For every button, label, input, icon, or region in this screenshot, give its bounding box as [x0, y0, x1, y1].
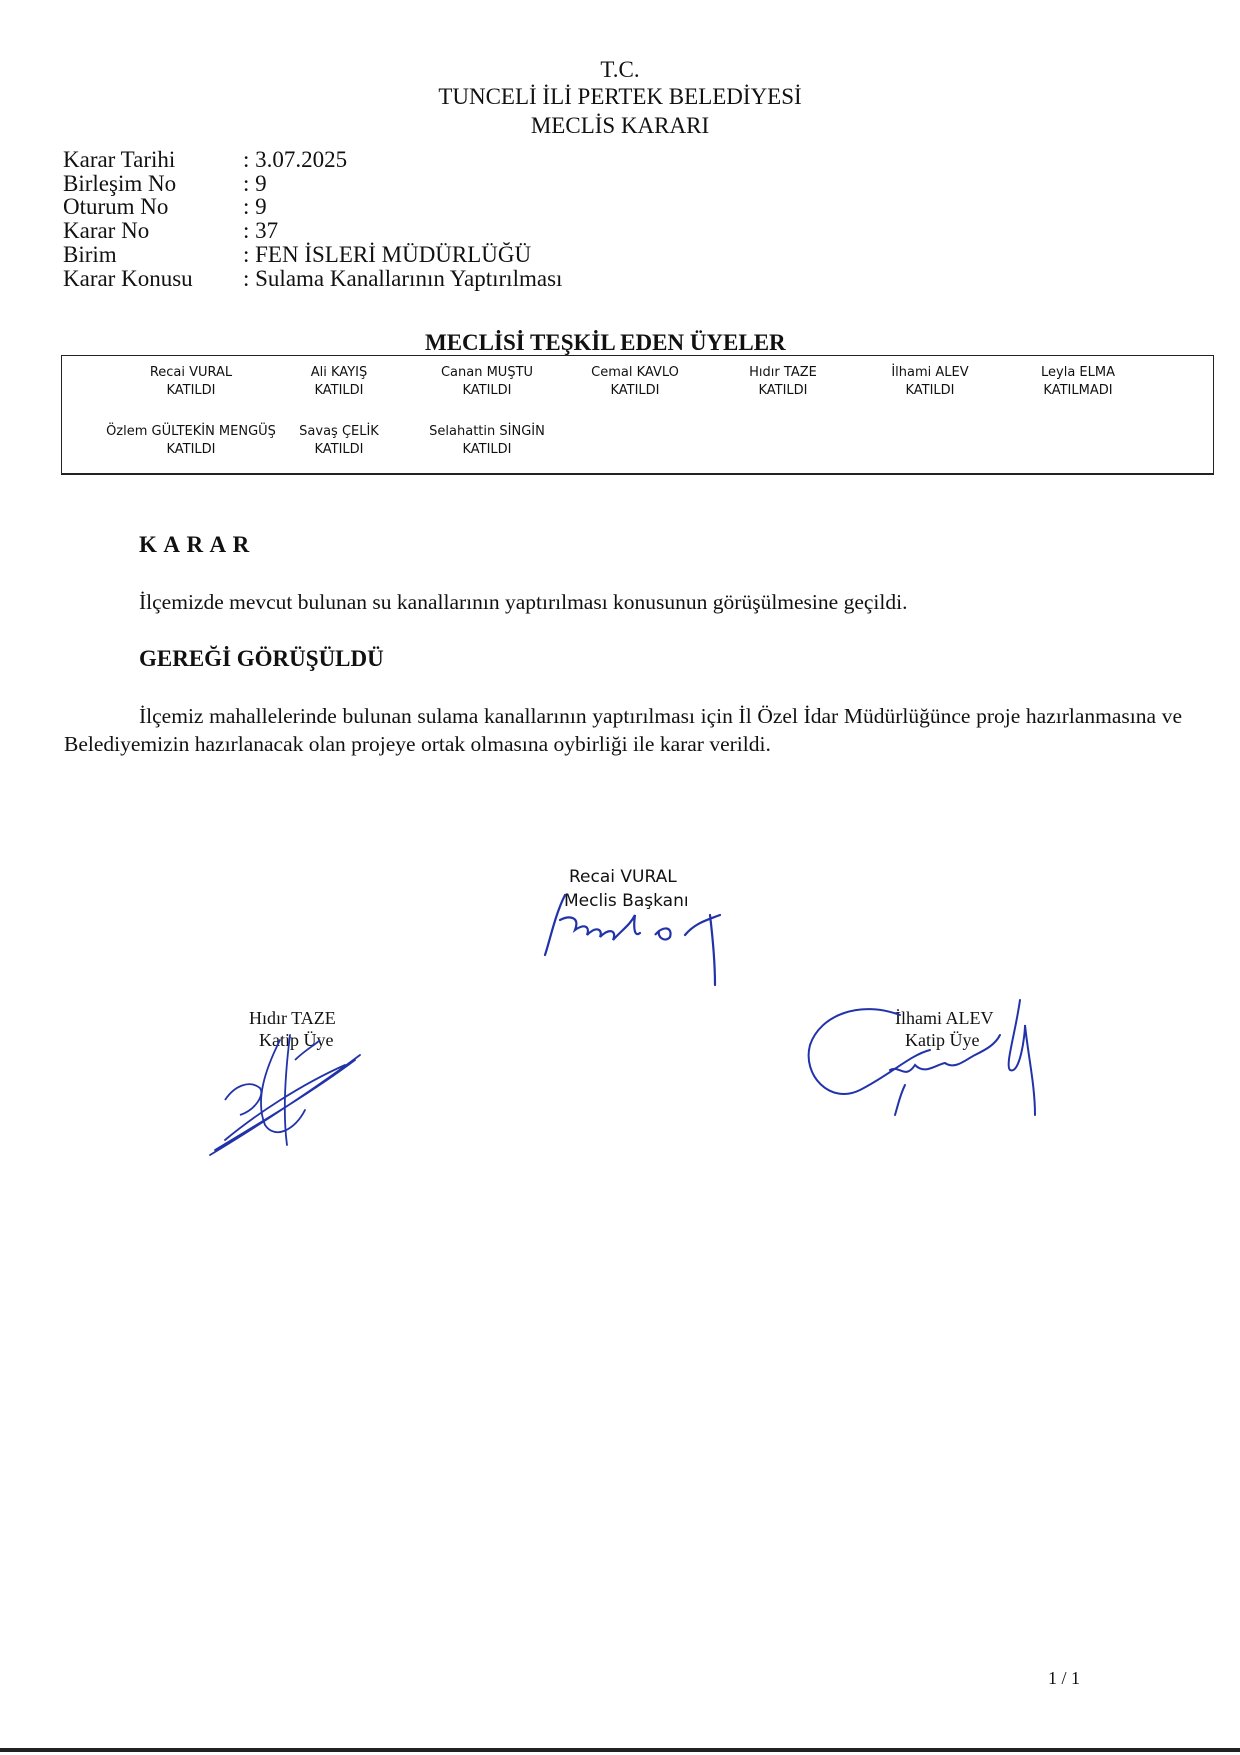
bottom-rule [0, 1748, 1240, 1752]
meta-row-subject [63, 267, 562, 291]
meta-label: Birleşim No [63, 170, 177, 196]
meta-value: : 9 [243, 194, 267, 220]
decision-intro: İlçemizde mevcut bulunan su kanallarının yaptırılması konusunun görüşülmesine geçildi. [139, 590, 908, 614]
meta-value: : Sulama Kanallarının Yaptırılması [243, 265, 563, 291]
member-name: Özlem GÜLTEKİN MENGÜŞ [106, 424, 276, 439]
meta-value: : 9 [243, 170, 267, 196]
member-status: KATILDI [758, 383, 808, 398]
meta-row-number [63, 219, 562, 243]
member-status: KATILDI [462, 383, 512, 398]
member-status: KATILDI [166, 383, 216, 398]
meta-label: Birim [63, 241, 117, 267]
member-status: KATILDI [610, 383, 660, 398]
president-signature-icon [525, 885, 765, 985]
member-name: Savaş ÇELİK [299, 424, 379, 439]
meta-row-date [63, 148, 562, 172]
left-clerk-signature-icon [205, 1030, 365, 1160]
decision-text: İlçemiz mahallelerinde bulunan sulama kanallarının yaptırılması için İl Özel İdar Müdürlüğünce proje hazırlanmasına ve Belediyemizin hazırlanacak olan projeye ortak olmasına oybirliği ile karar verildi. [64, 704, 1182, 756]
right-clerk-signature-icon [800, 995, 1050, 1125]
member-name: Leyla ELMA [1041, 365, 1115, 380]
member-name: Hıdır TAZE [749, 365, 817, 380]
left-clerk-title: Katip Üye [259, 1030, 334, 1050]
meta-row-unit [63, 243, 562, 267]
meta-label: Karar Konusu [63, 265, 193, 291]
member-name: Canan MUŞTU [440, 365, 534, 380]
header-decision-type: MECLİS KARARI [530, 113, 710, 138]
meta-value: : 37 [243, 218, 279, 244]
meta-label: Karar Tarihi [63, 147, 176, 172]
president-title: Meclis Başkanı [564, 891, 689, 911]
right-clerk-name: İlhami ALEV [895, 1008, 994, 1028]
member-cell [988, 364, 1168, 400]
member-status: KATILDI [905, 383, 955, 398]
meta-value: : FEN İSLERİ MÜDÜRLÜĞÜ [243, 241, 532, 267]
decision-heading: K A R A R [139, 532, 251, 557]
meta-label: Karar No [63, 218, 150, 244]
member-name: İlhami ALEV [891, 365, 969, 380]
member-status: KATILMADI [1043, 383, 1113, 398]
decision-subheading: GEREĞİ GÖRÜŞÜLDÜ [139, 646, 384, 671]
member-status: KATILDI [166, 442, 216, 457]
decision-meta [63, 148, 562, 290]
member-name: Selahattin SİNGİN [429, 424, 545, 439]
president-name: Recai VURAL [569, 867, 677, 887]
member-name: Ali KAYIŞ [310, 365, 368, 380]
header-municipality: TUNCELİ İLİ PERTEK BELEDİYESİ [438, 84, 802, 109]
members-title: MECLİSİ TEŞKİL EDEN ÜYELER [425, 330, 786, 355]
right-clerk-title: Katip Üye [905, 1030, 980, 1050]
members-table [61, 355, 1214, 475]
member-name: Recai VURAL [149, 365, 233, 380]
member-status: KATILDI [314, 442, 364, 457]
meta-label: Oturum No [63, 194, 169, 220]
page-number: 1 / 1 [1048, 1668, 1081, 1688]
member-cell [397, 423, 577, 459]
left-clerk-name: Hıdır TAZE [249, 1008, 336, 1028]
header-tc: T.C. [600, 57, 640, 82]
member-status: KATILDI [462, 442, 512, 457]
member-status: KATILDI [314, 383, 364, 398]
member-name: Cemal KAVLO [591, 365, 679, 380]
meta-row-sitting [63, 195, 562, 219]
meta-row-session [63, 172, 562, 196]
meta-value: : 3.07.2025 [243, 147, 348, 172]
